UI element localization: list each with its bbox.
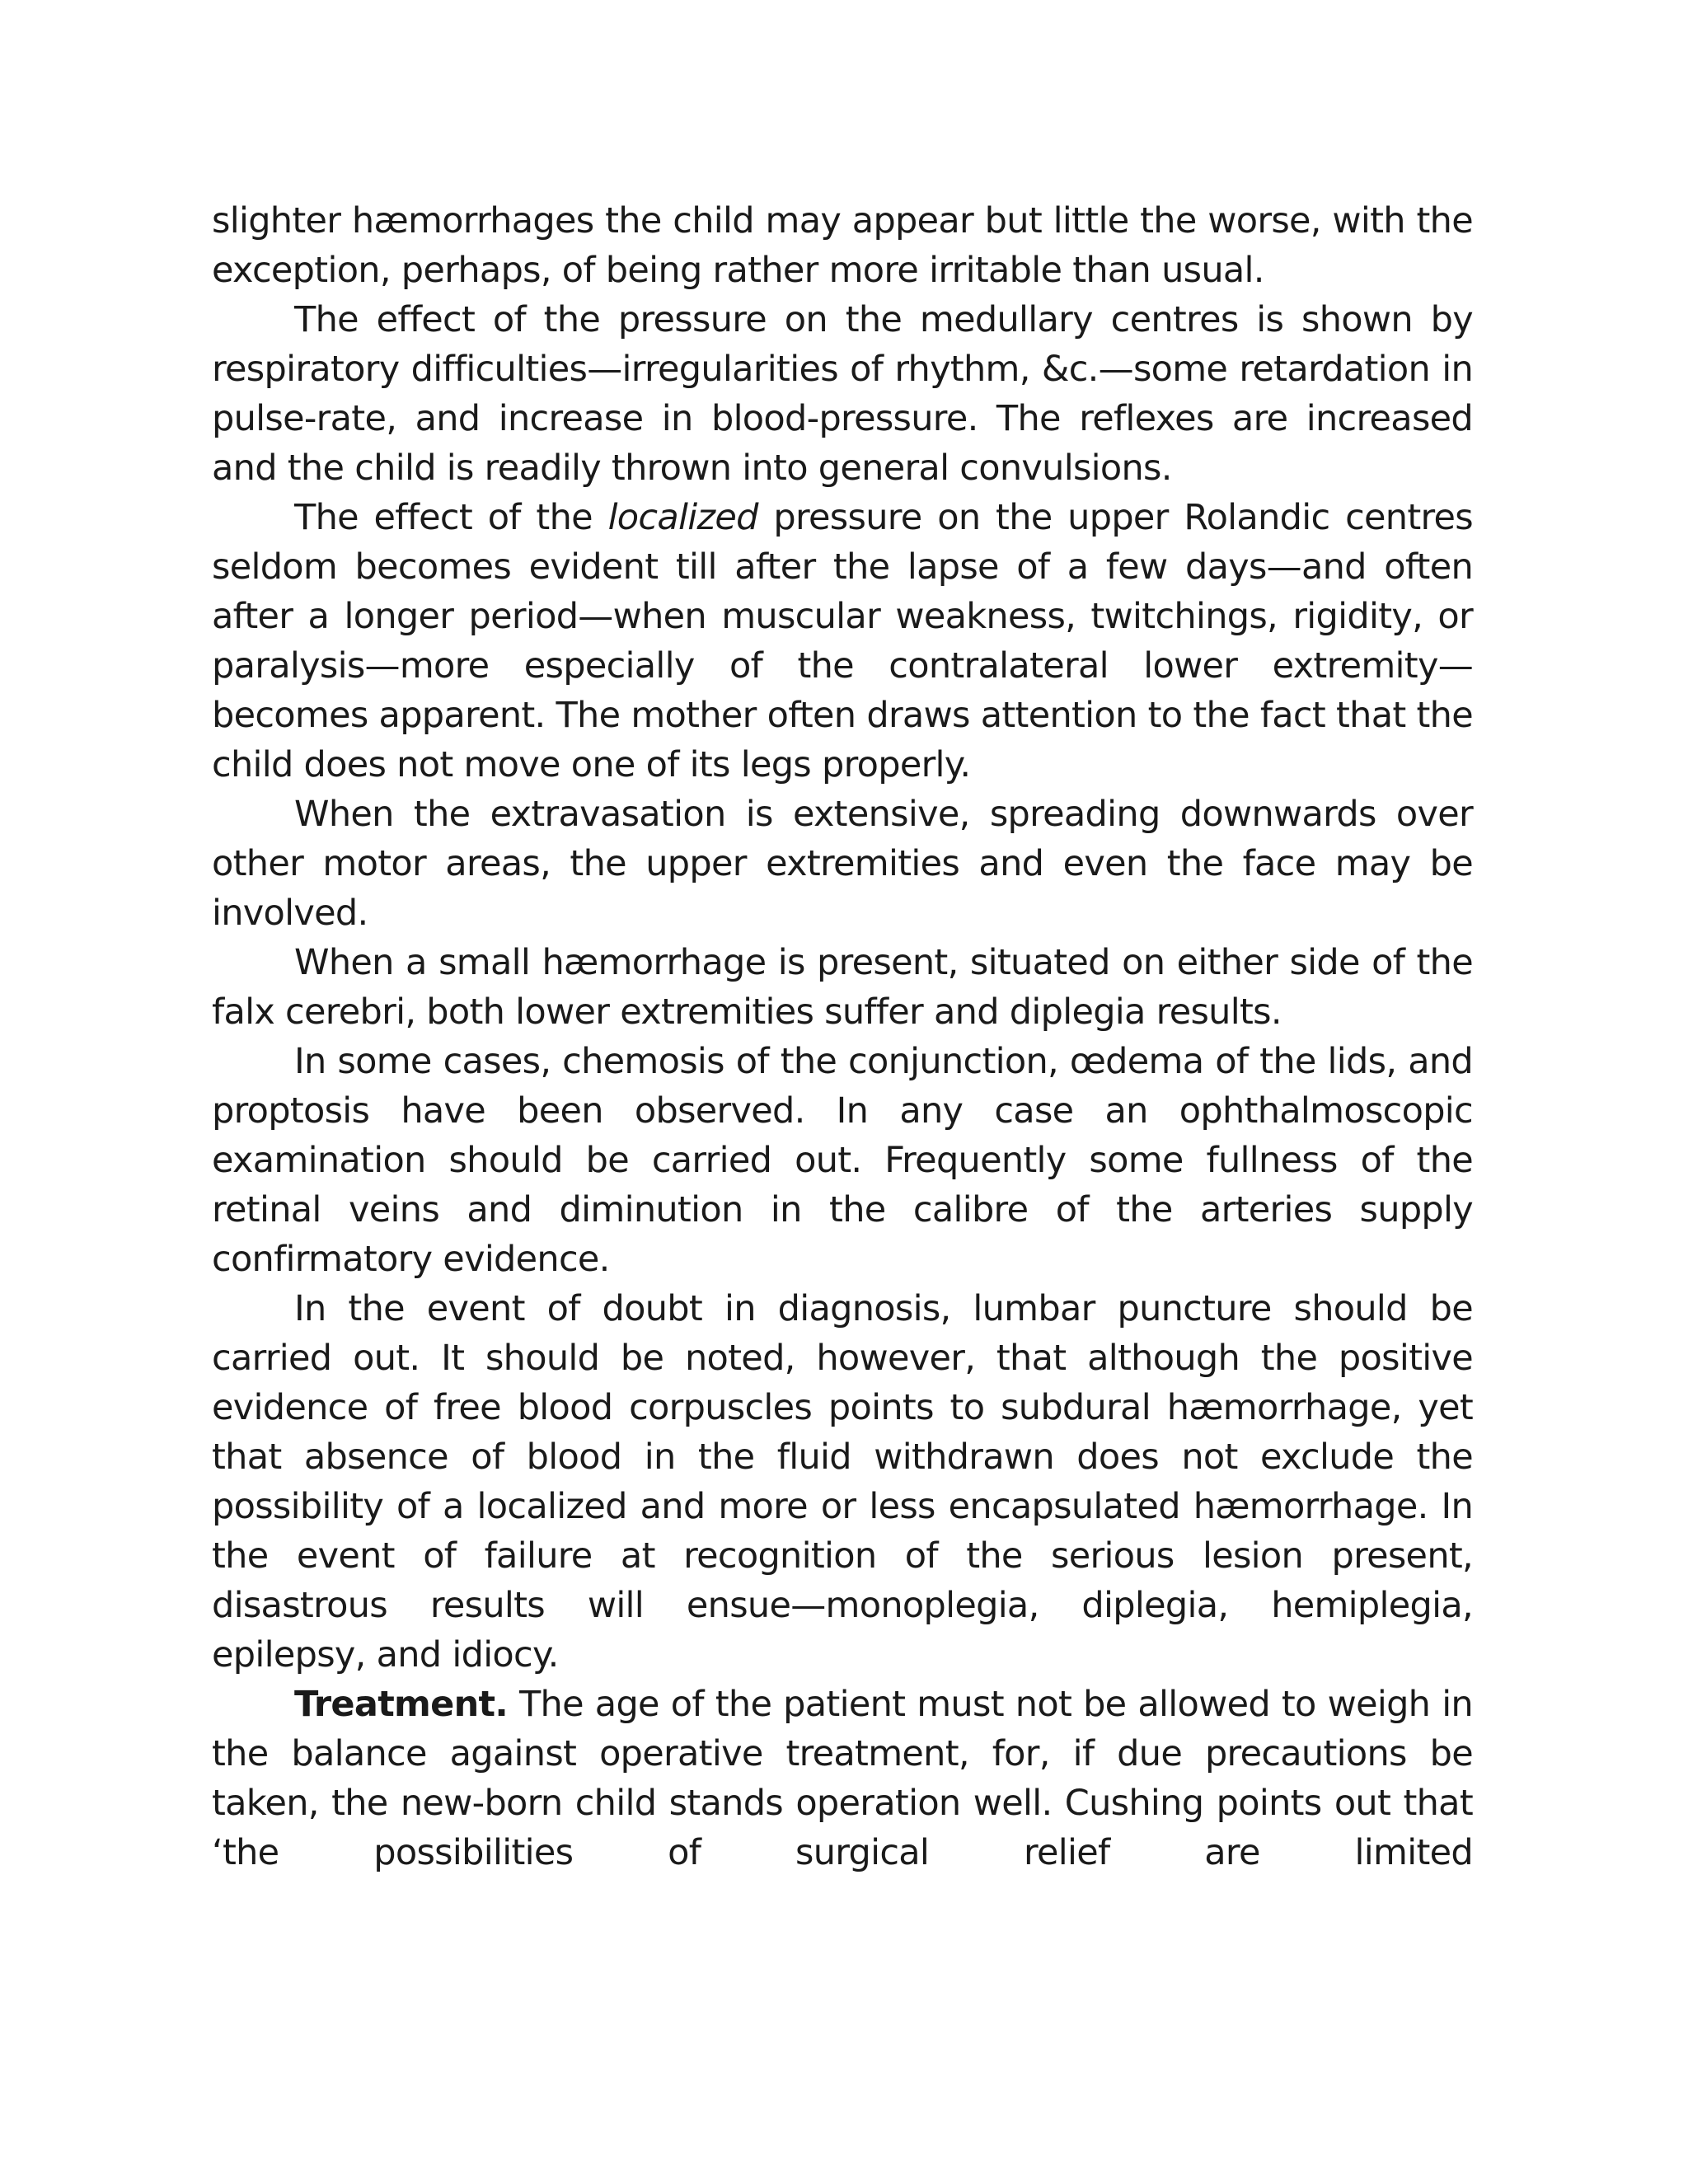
emphasis-localized: localized [607,497,758,538]
paragraph-falx-cerebri [212,938,1473,1037]
paragraph-extravasation [212,790,1473,938]
paragraph-treatment [212,1680,1473,1877]
paragraph-text-before: The effect of the [294,497,608,538]
paragraph-text-after: pressure on the upper Rolandic centres seldom becomes evident till after the lapse of a few days—and often after a longer period—when muscular weakness, twitchings, rigidity, or paralysis—more especially of the contralateral lower extremity—becomes apparent. The mother often draws attention to the fact that the child does not move one of its legs properly. [212,497,1473,785]
paragraph-text: The age of the patient must not be allowed to weigh in the balance against operative treatment, for, if due precautions be taken, the new-born child stands operation well. Cushing points out that ‘the possibilities of surgical relief are limited [212,1684,1473,1873]
paragraph-continuation [212,196,1473,295]
body-text [212,196,1473,1877]
paragraph-ophthalmoscopic [212,1037,1473,1284]
paragraph-text: In some cases, chemosis of the conjunction, œdema of the lids, and proptosis have been observed. In any case an ophthalmoscopic examination should be carried out. Frequently some fullness of the retinal veins and diminution in the calibre of the arteries supply confirmatory evidence. [212,1041,1473,1280]
paragraph-localized-pressure [212,493,1473,790]
paragraph-text: In the event of doubt in diagnosis, lumbar puncture should be carried out. It should be noted, however, that although the positive evidence of free blood corpuscles points to subdural hæmorrhage, yet that absence of blood in the fluid withdrawn does not exclude the possibility of a localized and more or less encapsulated hæmorrhage. In the event of failure at recognition of the serious lesion present, disastrous results will ensue—monoplegia, diplegia, hemiplegia, epilepsy, and idiocy. [212,1288,1473,1675]
paragraph-lumbar-puncture [212,1284,1473,1680]
paragraph-text: When a small hæmorrhage is present, situated on either side of the falx cerebri, both lower extremities suffer and diplegia results. [212,942,1473,1033]
paragraph-text: When the extravasation is extensive, spreading downwards over other motor areas, the upper extremities and even the face may be involved. [212,794,1473,934]
paragraph-text: slighter hæmorrhages the child may appear but little the worse, with the exception, perhaps, of being rather more irritable than usual. [212,200,1473,291]
paragraph-text: The effect of the pressure on the medullary centres is shown by respiratory difficulties—irregularities of rhythm, &c.—some retardation in pulse-rate, and increase in blood-pressure. The reflexes are increased and the child is readily thrown into general convulsions. [212,299,1473,489]
treatment-heading: Treatment. [294,1684,509,1725]
paragraph-medullary-pressure [212,295,1473,493]
